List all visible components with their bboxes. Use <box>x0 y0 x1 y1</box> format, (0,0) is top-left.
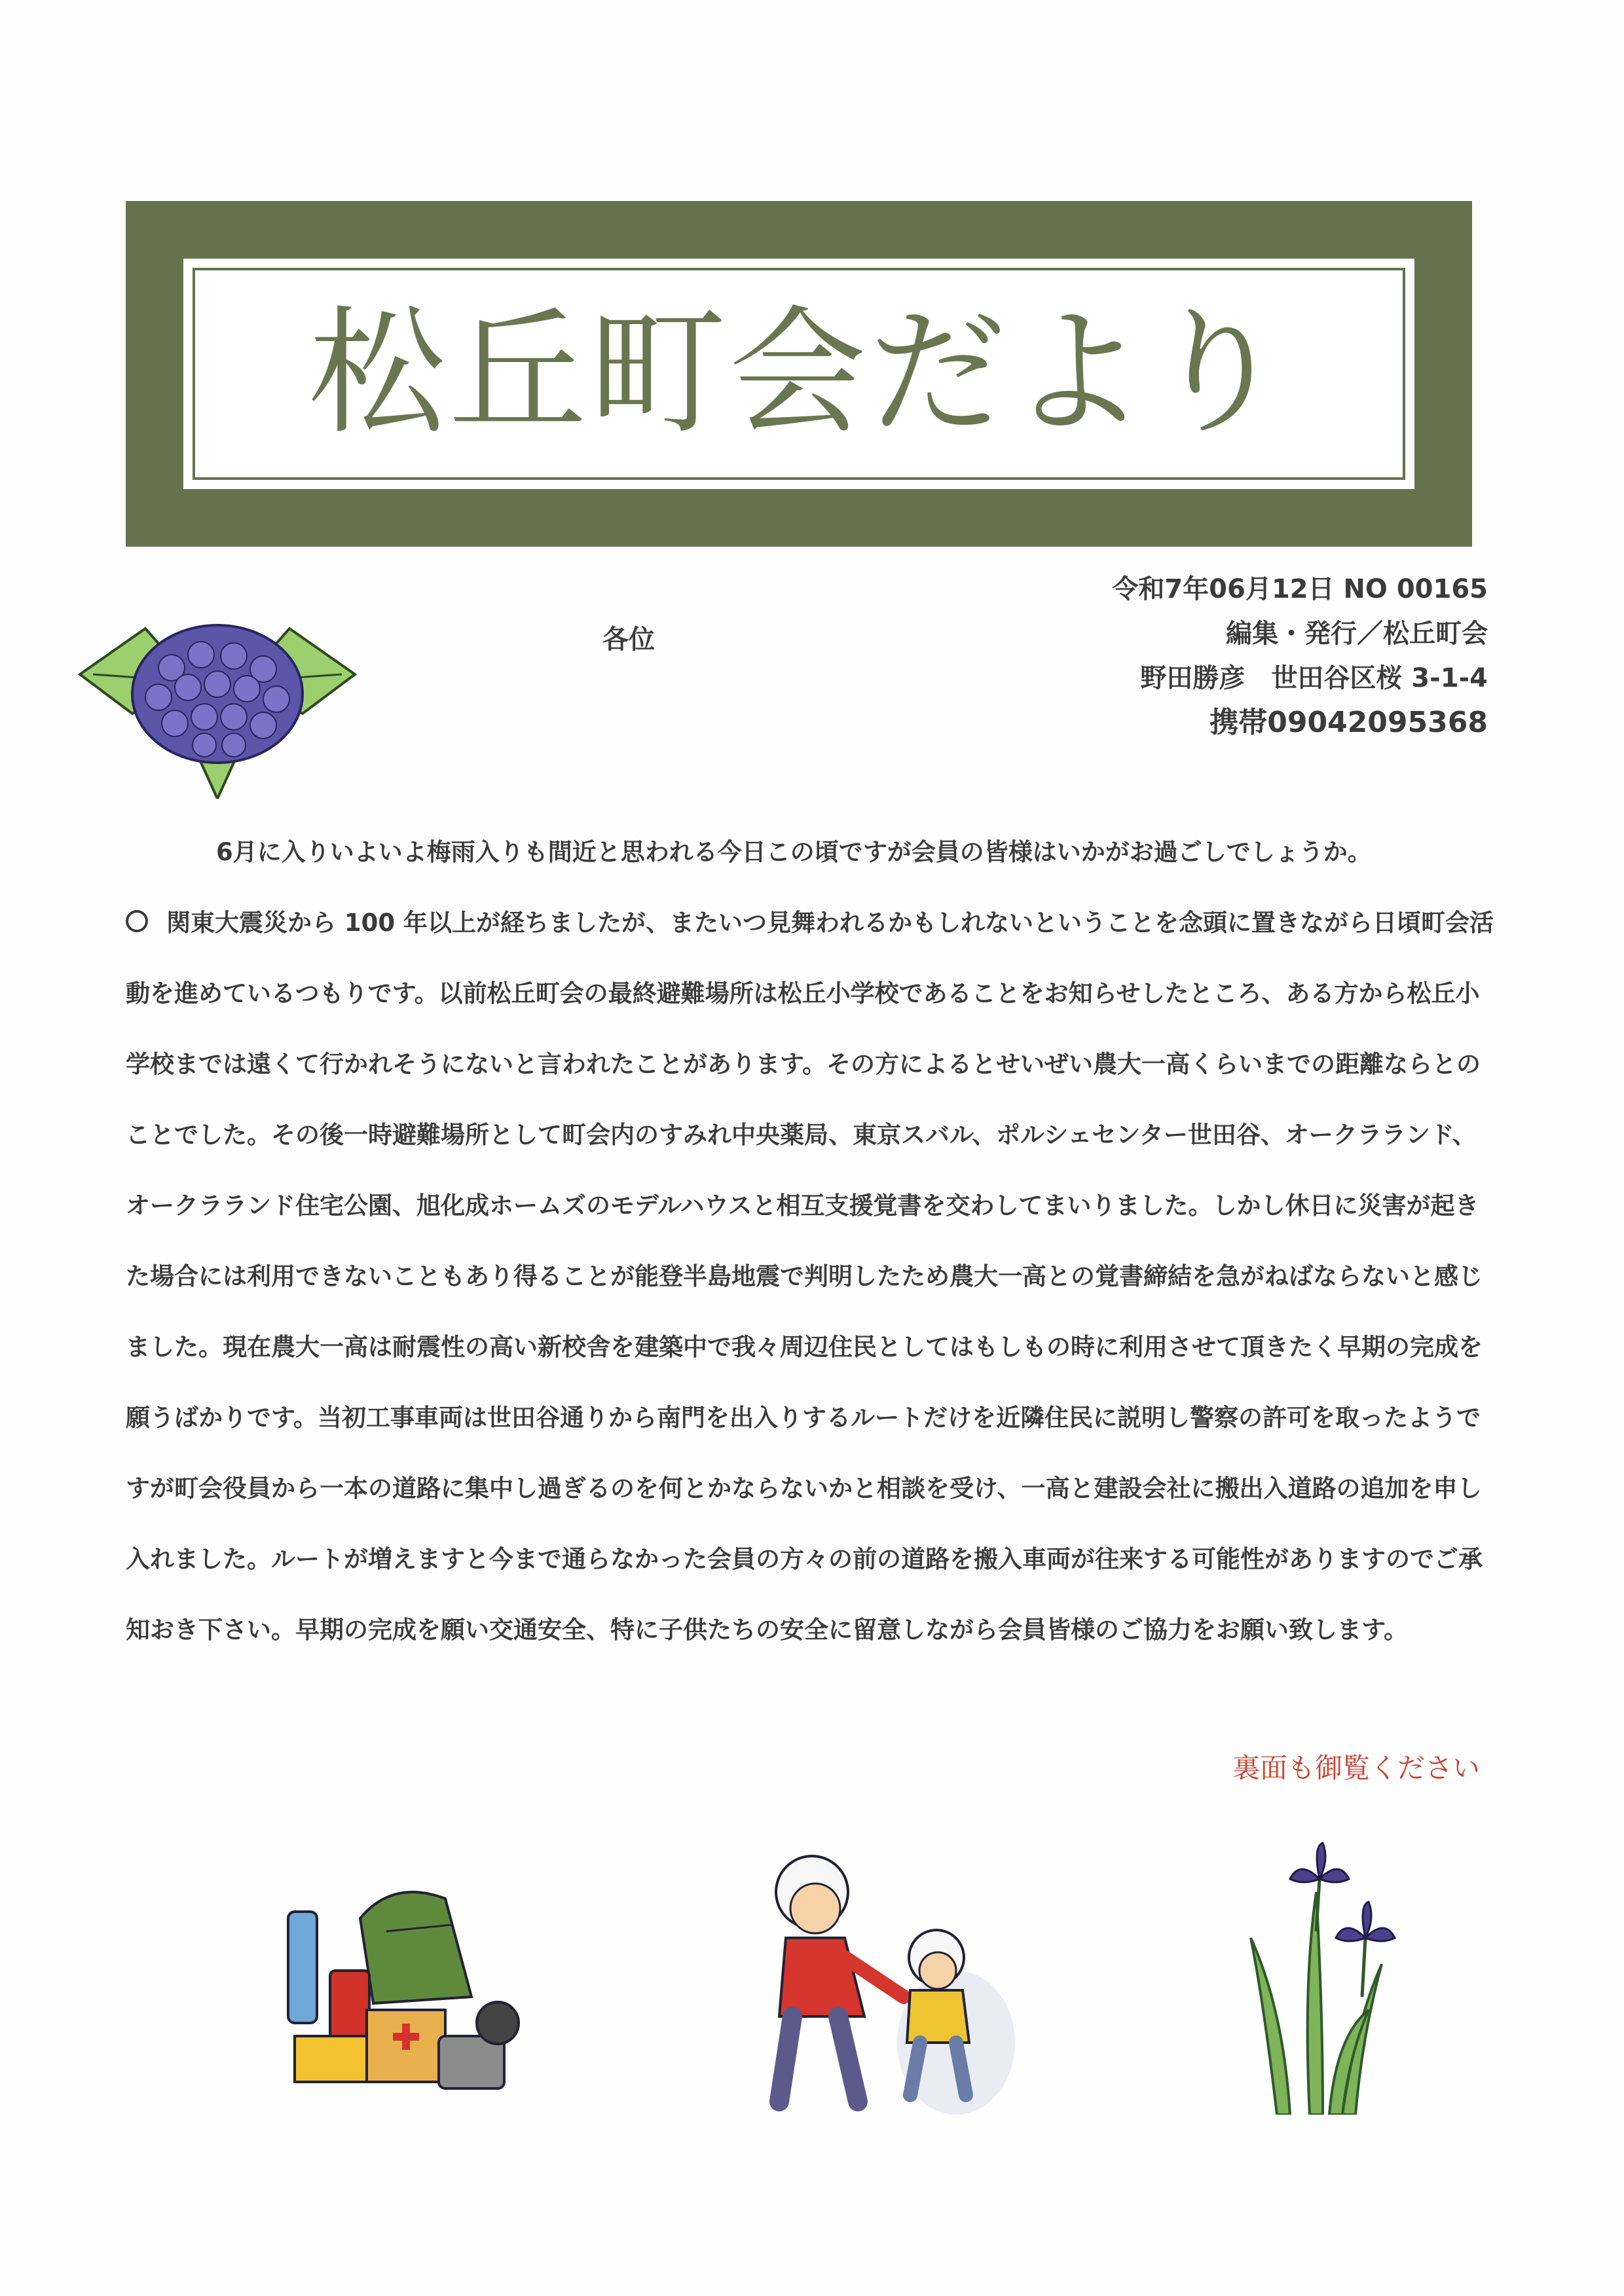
main-paragraph-text: 関東大震災から 100 年以上が経ちましたが、またいつ見舞われるかもしれないということを念頭に置きながら日頃町会活動を進めているつもりです。以前松丘町会の最終避難場所は松丘小学校であることをお知らせしたところ、ある方から松丘小学校までは遠くて行かれそうにないと言われたことがあります。その方によるとせいぜい農大一高くらいまでの距離ならとのことでした。その後一時避難場所として町会内のすみれ中央薬局、東京スバル、ポルシェセンター世田谷、オークラランド、オークラランド住宅公園、旭化成ホームズのモデルハウスと相互支援覚書を交わしてまいりました。しかし休日に災害が起きた場合には利用できないこともあり得ることが能登半島地震で判明したため農大一高との覚書締結を急がねばならないと感じました。現在農大一高は耐震性の高い新校舎を建築中で我々周辺住民としてはもしもの時に利用させて頂きたく早期の完成を願うばかりです。当初工事車両は世田谷通りから南門を出入りするルートだけを近隣住民に説明し警察の許可を取ったようですが町会役員から一本の道路に集中し過ぎるのを何とかならないかと相談を受け、一高と建設会社に搬出入道路の追加を申し入れました。ルートが増えますと今まで通らなかった会員の方々の前の道路を搬入車両が往来する可能性がありますのでご承知おき下さい。早期の完成を願い交通安全、特に子供たちの安全に留意しながら会員皆様のご協力をお願い致します。 <box>126 909 1494 1644</box>
evacuation-children-icon <box>740 1846 1028 2121</box>
issue-info <box>1112 567 1488 745</box>
see-back-note: 裏面も御覧ください <box>1232 1752 1480 1784</box>
emergency-kit-icon <box>275 1872 537 2108</box>
masthead-panel <box>183 259 1414 489</box>
contact-phone: 携帯09042095368 <box>1209 706 1488 739</box>
greeting-paragraph: 6月に入りいよいよ梅雨入りも間近と思われる今日この頃ですが会員の皆様はいかがお過ごしでしょうか。 <box>216 838 1372 866</box>
issue-date-number: 令和7年06月12日 NO 00165 <box>1112 574 1488 604</box>
article-body <box>126 817 1494 1666</box>
hydrangea-icon <box>73 615 361 799</box>
circle-bullet-icon <box>126 910 148 932</box>
main-paragraph <box>126 888 1494 1666</box>
addressee: 各位 <box>602 625 655 655</box>
iris-icon <box>1238 1840 1408 2115</box>
editor-address: 野田勝彦 世田谷区桜 3-1-4 <box>1140 663 1488 693</box>
newsletter-title: 松丘町会だより <box>308 293 1289 453</box>
publisher: 編集・発行／松丘町会 <box>1226 619 1488 649</box>
masthead <box>126 201 1472 547</box>
